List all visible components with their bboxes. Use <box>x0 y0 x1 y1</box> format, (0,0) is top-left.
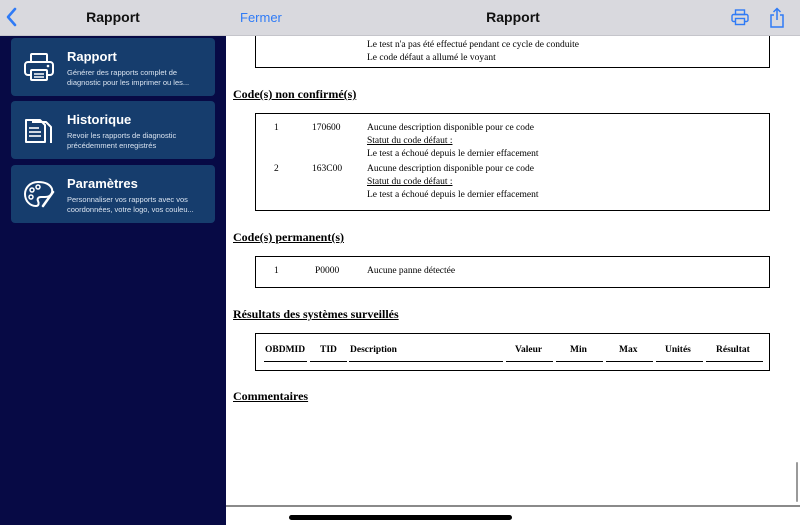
column-underline <box>656 361 703 362</box>
report-header <box>226 0 800 36</box>
printer-icon <box>23 51 55 83</box>
column-underline <box>349 361 503 362</box>
column-header: OBDMID <box>265 345 306 355</box>
monitored-systems-heading: Résultats des systèmes surveillés <box>233 307 399 321</box>
column-header: Description <box>350 345 397 355</box>
code-index: 1 <box>274 266 279 276</box>
status-label: Statut du code défaut : <box>367 177 453 187</box>
share-icon[interactable] <box>769 7 785 28</box>
status-text: Le test a échoué depuis le dernier effacement <box>367 149 539 159</box>
palette-icon <box>23 178 55 210</box>
sidebar <box>0 0 226 525</box>
comments-heading: Commentaires <box>233 389 309 403</box>
status-text: Le test a échoué depuis le dernier effacement <box>367 190 539 200</box>
print-icon[interactable] <box>731 9 749 26</box>
settings-card-title: Paramètres <box>67 176 138 191</box>
home-indicator[interactable] <box>289 515 512 520</box>
permanent-codes-heading: Code(s) permanent(s) <box>233 230 344 244</box>
code-description: Aucune panne détectée <box>367 266 456 276</box>
column-underline <box>310 361 347 362</box>
history-card[interactable] <box>11 101 215 159</box>
history-card-description: Revoir les rapports de diagnostic précédemment enregistrés <box>67 131 177 150</box>
report-document <box>226 36 800 506</box>
report-card-title: Rapport <box>67 49 117 64</box>
freeze-frame-box <box>255 36 770 68</box>
status-text: Le test n'a pas été effectué pendant ce cycle de conduite <box>367 40 580 50</box>
settings-card-description: Personnaliser vos rapports avec vos coordonnées, votre logo, vos couleu... <box>67 195 194 214</box>
unconfirmed-codes-box <box>255 113 770 211</box>
column-underline <box>264 361 307 362</box>
column-underline <box>606 361 653 362</box>
report-card-description: Générer des rapports complet de diagnostic pour les imprimer ou les... <box>67 68 190 87</box>
code-index: 2 <box>274 164 279 174</box>
dtc-code: 170600 <box>312 123 341 133</box>
code-description: Aucune description disponible pour ce code <box>367 164 534 174</box>
column-header: TID <box>320 345 337 355</box>
code-description: Aucune description disponible pour ce code <box>367 123 534 133</box>
settings-card[interactable] <box>11 165 215 223</box>
column-header: Résultat <box>716 345 750 355</box>
report-pane <box>226 0 800 525</box>
monitored-systems-table <box>255 333 770 371</box>
report-title: Rapport <box>486 9 540 25</box>
dtc-code: P0000 <box>315 266 340 276</box>
history-card-title: Historique <box>67 112 132 127</box>
history-icon <box>23 114 55 146</box>
column-header: Min <box>570 345 587 355</box>
unconfirmed-codes-heading: Code(s) non confirmé(s) <box>233 87 357 101</box>
column-underline <box>556 361 603 362</box>
scrollbar[interactable] <box>796 462 798 502</box>
column-underline <box>706 361 763 362</box>
column-header: Max <box>619 345 638 355</box>
close-button[interactable]: Fermer <box>240 10 282 25</box>
column-header: Unités <box>665 345 691 355</box>
column-underline <box>506 361 553 362</box>
permanent-codes-box <box>255 256 770 288</box>
code-index: 1 <box>274 123 279 133</box>
sidebar-header <box>0 0 226 36</box>
report-card[interactable] <box>11 38 215 96</box>
column-header: Valeur <box>515 345 543 355</box>
dtc-code: 163C00 <box>312 164 343 174</box>
status-text: Le code défaut a allumé le voyant <box>367 53 496 63</box>
sidebar-title: Rapport <box>86 9 140 25</box>
status-label: Statut du code défaut : <box>367 136 453 146</box>
